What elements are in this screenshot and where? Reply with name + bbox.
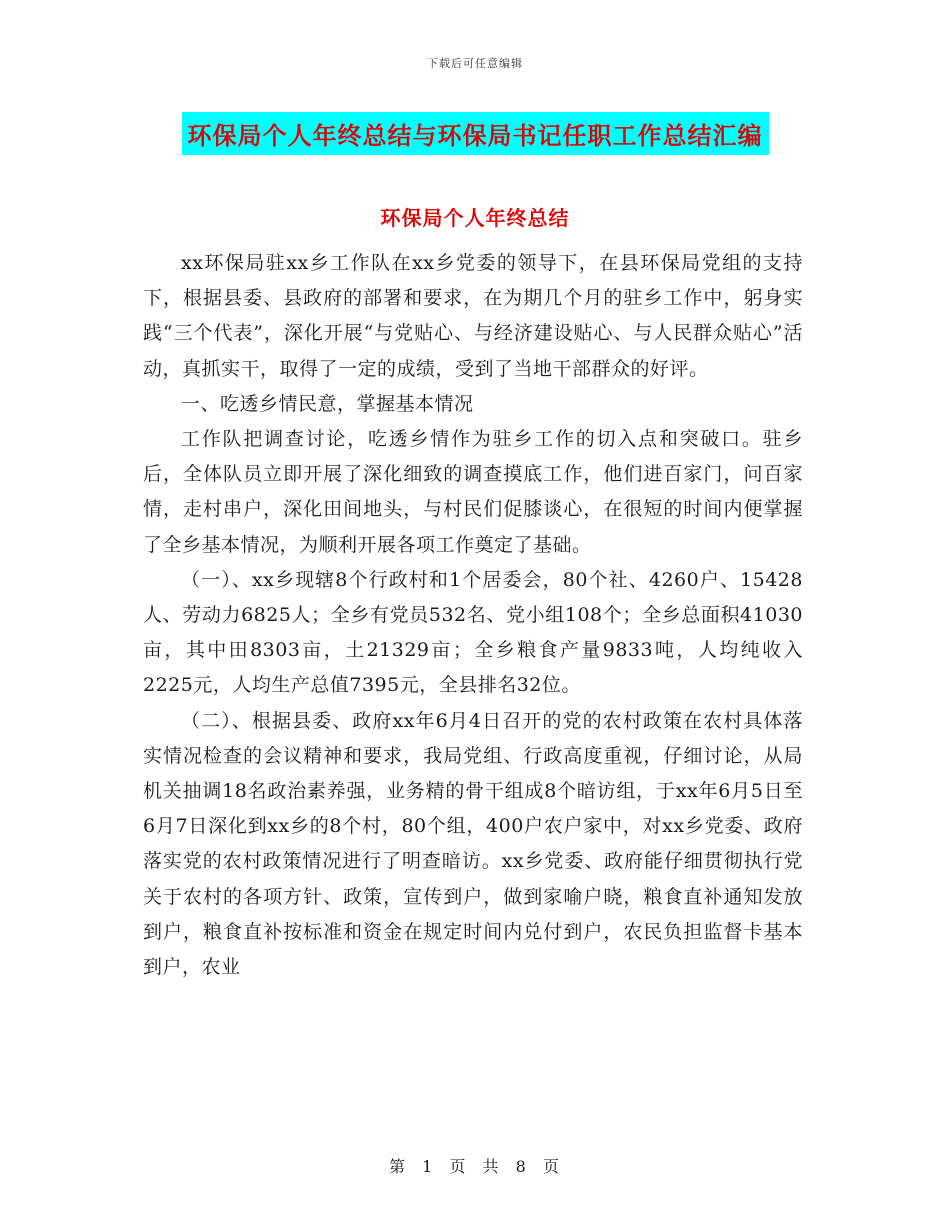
document-body <box>143 246 803 985</box>
main-title: 环保局个人年终总结与环保局书记任职工作总结汇编 <box>182 112 769 155</box>
paragraph-intro: xx环保局驻xx乡工作队在xx乡党委的领导下，在县环保局党组的支持下，根据县委、县政府的部署和要求，在为期几个月的驻乡工作中，躬身实践“三个代表”，深化开展“与党贴心、与经济建设贴心、与人民群众贴心”活动，真抓实干，取得了一定的成绩，受到了当地干部群众的好评。 <box>143 252 803 380</box>
footer-page-label: 第 <box>389 1157 408 1176</box>
section-title: 环保局个人年终总结 <box>380 206 570 230</box>
footer-page-unit: 页 <box>449 1157 468 1176</box>
footer-page-number: 1 <box>422 1157 435 1176</box>
page-footer <box>0 1154 950 1177</box>
footer-total-label: 共 <box>482 1157 501 1176</box>
footer-total-unit: 页 <box>542 1157 561 1176</box>
footer-total-pages: 8 <box>515 1157 528 1176</box>
paragraph-survey: 工作队把调查讨论，吃透乡情作为驻乡工作的切入点和突破口。驻乡后，全体队员立即开展了深化细致的调查摸底工作，他们进百家门，问百家情，走村串户，深化田间地头，与村民们促膝谈心，在很短的时间内便掌握了全乡基本情况，为顺利开展各项工作奠定了基础。 <box>143 428 803 556</box>
paragraph-item-2: （二）、根据县委、政府xx年6月4日召开的党的农村政策在农村具体落实情况检查的会议精神和要求，我局党组、行政高度重视，仔细讨论，从局机关抽调18名政治素养强，业务精的骨干组成8个暗访组，于xx年6月5日至6月7日深化到xx乡的8个村，80个组，400户农户家中，对xx乡党委、政府落实党的农村政策情况进行了明查暗访。xx乡党委、政府能仔细贯彻执行党关于农村的各项方针、政策，宣传到户，做到家喻户晓，粮食直补通知发放到户，粮食直补按标准和资金在规定时间内兑付到户，农民负担监督卡基本到户，农业 <box>143 709 803 979</box>
main-title-container <box>0 112 950 155</box>
paragraph-item-1: （一）、xx乡现辖8个行政村和1个居委会，80个社、4260户、15428人、劳动力6825人；全乡有党员532名、党小组108个；全乡总面积41030亩，其中田8303亩，土21329亩；全乡粮食产量9833吨，人均纯收入2225元，人均生产总值7395元，全县排名32位。 <box>143 568 803 697</box>
header-note: 下载后可任意编辑 <box>427 57 523 70</box>
paragraph-heading-1: 一、吃透乡情民意，掌握基本情况 <box>181 392 474 415</box>
